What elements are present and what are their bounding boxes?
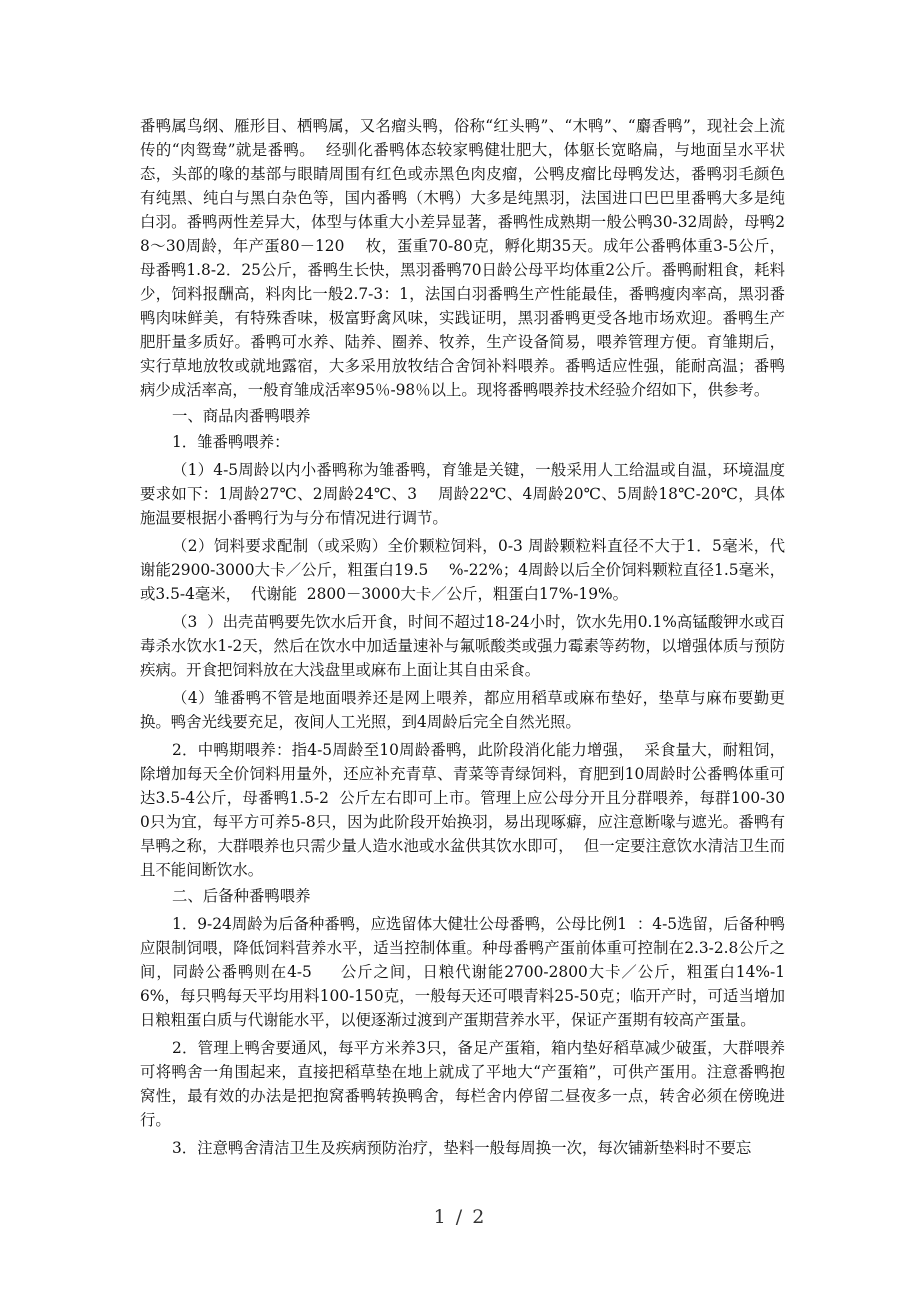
paragraph-item: （1）4-5周龄以内小番鸭称为雏番鸭，育雏是关键，一般采用人工给温或自温，环境温度要求如下：1周龄27℃、2周龄24℃、3 周龄22℃、4周龄20℃、5周龄18℃-20℃，具体施温要根据小番鸭行为与分布情况进行调节。	[140, 461, 785, 527]
subsection-heading-1: 1．雏番鸭喂养：	[172, 433, 290, 451]
paragraph-item: 3．注意鸭舍清洁卫生及疾病预防治疗，垫料一般每周换一次，每次铺新垫料时不要忘	[172, 1139, 752, 1157]
paragraph-item: 2．管理上鸭舍要通风，每平方米养3只，备足产蛋箱，箱内垫好稻草减少破蛋，大群喂养可将鸭舍一角围起来，直接把稻草垫在地上就成了平地大“产蛋箱”，可供产蛋用。注意番鸭抱窝性，最有效的办法是把抱窝番鸭转换鸭舍，每栏舍内停留二昼夜多一点，转舍必须在傍晚进行。	[140, 1039, 785, 1129]
paragraph-item: 2．中鸭期喂养：指4-5周龄至10周龄番鸭，此阶段消化能力增强， 采食量大，耐粗饲，除增加每天全价饲料用量外，还应补充青草、青菜等青绿饲料，育肥到10周龄时公番鸭体重可达3.5-4公斤，母番鸭1.5-2 公斤左右即可上市。管理上应公母分开且分群喂养，每群100-300只为宜，每平方可养5-8只，因为此阶段开始换羽，易出现啄癖，应注意断喙与遮光。番鸭有旱鸭之称，大群喂养也只需少量人造水池或水盆供其饮水即可， 但一定要注意饮水清洁卫生而且不能间断饮水。	[140, 741, 785, 879]
paragraph-item: 1．9-24周龄为后备种番鸭，应选留体大健壮公母番鸭，公母比例1 ：4-5选留，后备种鸭应限制饲喂，降低饲料营养水平，适当控制体重。种母番鸭产蛋前体重可控制在2.3-2.8公斤之间，同龄公番鸭则在4-5 公斤之间，日粮代谢能2700-2800大卡／公斤，粗蛋白14%-16%，每只鸭每天平均用料100-150克，一般每天还可喂青料25-50克；临开产时，可适当增加日粮粗蛋白质与代谢能水平，以便逐渐过渡到产蛋期营养水平，保证产蛋期有较高产蛋量。	[140, 915, 785, 1029]
page-number: 1 / 2	[433, 1206, 487, 1228]
section-heading-1: 一、商品肉番鸭喂养	[172, 407, 311, 425]
intro-paragraph: 番鸭属鸟纲、雁形目、栖鸭属，又名瘤头鸭，俗称“红头鸭”、“木鸭”、“麝香鸭”，现社会上流传的“肉鸳鸯”就是番鸭。 经驯化番鸭体态较家鸭健壮肥大，体躯长宽略扁，与地面呈水平状态，头部的喙的基部与眼睛周围有红色或赤黑色肉皮瘤，公鸭皮瘤比母鸭发达，番鸭羽毛颜色有纯黑、纯白与黑白杂色等，国内番鸭（木鸭）大多是纯黑羽，法国进口巴巴里番鸭大多是纯白羽。番鸭两性差异大，体型与体重大小差异显著，番鸭性成熟期一般公鸭30-32周龄，母鸭28～30周龄，年产蛋80－120 枚，蛋重70-80克，孵化期35天。成年公番鸭体重3-5公斤，母番鸭1.8-2．25公斤，番鸭生长快，黑羽番鸭70日龄公母平均体重2公斤。番鸭耐粗食，耗料少，饲料报酬高，料肉比一般2.7-3：1，法国白羽番鸭生产性能最佳，番鸭瘦肉率高，黑羽番鸭肉味鲜美，有特殊香味，极富野禽风味，实践证明，黑羽番鸭更受各地市场欢迎。番鸭生产肥肝量多质好。番鸭可水养、陆养、圈养、牧养，生产设备简易，喂养管理方便。育雏期后，实行草地放牧或就地露宿，大多采用放牧结合舍饲补料喂养。番鸭适应性强，能耐高温；番鸭病少成活率高，一般育雏成活率95％-98％以上。现将番鸭喂养技术经验介绍如下，供参考。	[140, 117, 785, 399]
paragraph-item: （4）雏番鸭不管是地面喂养还是网上喂养，都应用稻草或麻布垫好，垫草与麻布要勤更换。鸭舍光线要充足，夜间人工光照，到4周龄后完全自然光照。	[140, 689, 785, 731]
section-heading-2: 二、后备种番鸭喂养	[172, 887, 311, 905]
paragraph-item: （2）饲料要求配制（或采购）全价颗粒饲料，0-3 周龄颗粒料直径不大于1．5毫米，代谢能2900-3000大卡／公斤，粗蛋白19.5 %-22%；4周龄以后全价饲料颗粒直径1.5毫米，或3.5-4毫米， 代谢能 2800－3000大卡／公斤，粗蛋白17%-19%。	[140, 537, 785, 603]
paragraph-item: （3 ）出壳苗鸭要先饮水后开食，时间不超过18-24小时，饮水先用0.1%高锰酸钾水或百毒杀水饮水1-2天，然后在饮水中加适量速补与氟哌酸类或强力霉素等药物，以增强体质与预防疾病。开食把饲料放在大浅盘里或麻布上面让其自由采食。	[140, 613, 785, 679]
document-page	[140, 114, 785, 1160]
